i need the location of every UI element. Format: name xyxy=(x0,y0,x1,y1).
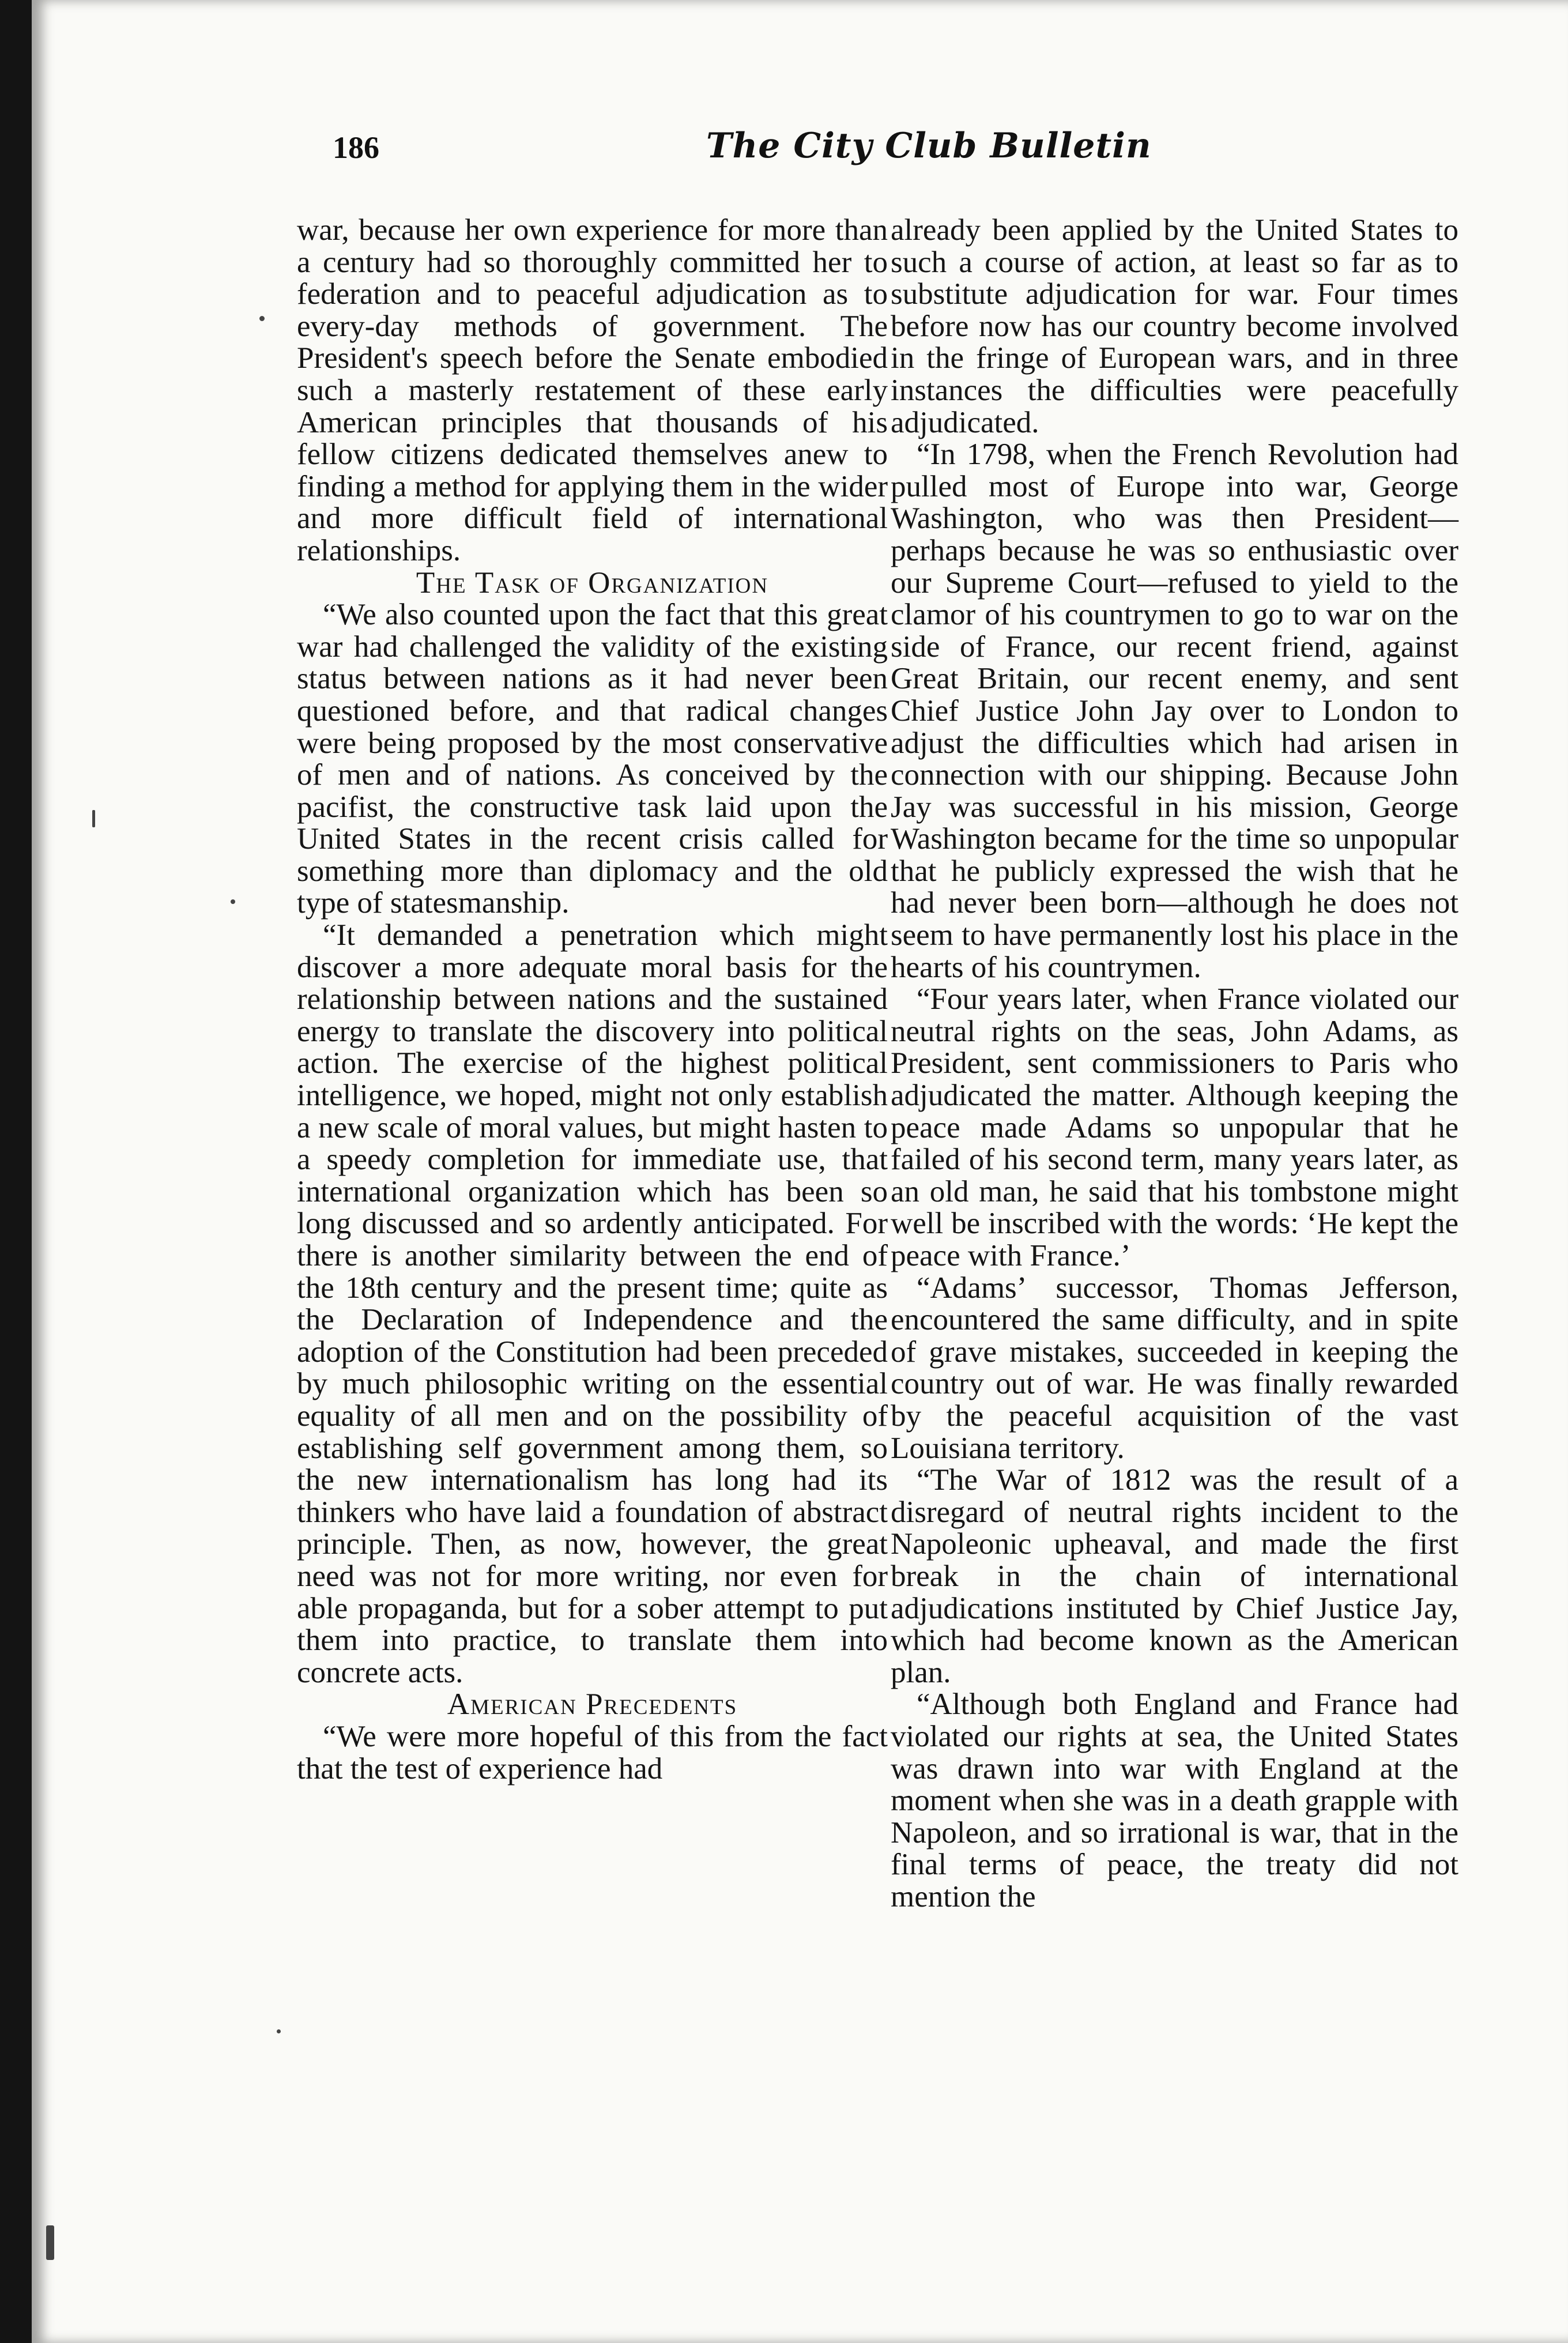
paragraph: “Adams’ successor, Thomas Jefferson, encountered the same difficulty, and in spite of grave mistakes, succeeded in keeping the country out of war. He was finally rewarded by the peaceful acquisition of the vast Louisiana territory. xyxy=(891,1271,1458,1465)
section-heading: American Precedents xyxy=(447,1687,738,1722)
paragraph: “We also counted upon the fact that this great war had challenged the validity of the existing status between nations as it had never been questioned before, and that radical changes were being proposed by the most conservative of men and of nations. As conceived by the pacifist, the constructive task laid upon the United States in the recent crisis called for something more than diplomacy and the old type of statesmanship. xyxy=(297,598,888,920)
paragraph: “The War of 1812 was the result of a disregard of neutral rights incident to the Napoleonic upheaval, and made the first break in the chain of international adjudications instituted by Chief Justice Jay, which had become known as the American plan. xyxy=(891,1463,1458,1689)
left-column xyxy=(297,214,888,1785)
paragraph: “In 1798, when the French Revolution had pulled most of Europe into war, George Washington, who was then President—perhaps because he was so enthusiastic over our Supreme Court—refused to yield to the clamor of his countrymen to go to war on the side of France, our recent friend, against Great Britain, our recent enemy, and sent Chief Justice John Jay over to London to adjust the difficulties which had arisen in connection with our shipping. Because John Jay was successful in his mission, George Washington became for the time so unpopular that he publicly expressed the wish that he had never been born—although he does not seem to have permanently lost his place in the hearts of his countrymen. xyxy=(891,438,1458,984)
paragraph: “We were more hopeful of this from the fact that the test of experience had xyxy=(297,1719,888,1785)
scan-speck xyxy=(92,810,95,827)
page-sheet xyxy=(32,0,1568,2343)
right-column xyxy=(891,214,1458,1913)
paragraph: war, because her own experience for more than a century had so thoroughly committed her to federation and to peaceful adjudication as to every-day methods of government. The President's speech before the Senate embodied such a masterly restatement of these early American principles that thousands of his fellow citizens dedicated themselves anew to finding a method for applying them in the wider and more difficult field of international relationships. xyxy=(297,213,888,567)
scan-speck xyxy=(231,899,235,904)
paragraph: “Although both England and France had violated our rights at sea, the United States was drawn into war with England at the moment when she was in a death grapple with Napoleon, and so irrational is war, that in the final terms of peace, the treaty did not mention the xyxy=(891,1687,1458,1913)
section-heading: The Task of Organization xyxy=(416,566,769,600)
scan-speck xyxy=(46,2225,54,2260)
scan-speck xyxy=(277,2029,281,2033)
paragraph: “Four years later, when France violated our neutral rights on the seas, John Adams, as President, sent commissioners to Paris who adjudicated the matter. Although keeping the peace made Adams so unpopular that he failed of his second term, many years later, as an old man, he said that his tombstone might well be inscribed with the words: ‘He kept the peace with France.’ xyxy=(891,982,1458,1272)
paragraph: already been applied by the United States to such a course of action, at least so far as to substitute adjudication for war. Four times before now has our country become involved in the fringe of European wars, and in three instances the difficulties were peacefully adjudicated. xyxy=(891,213,1458,439)
page-number: 186 xyxy=(333,130,379,165)
paragraph: “It demanded a penetration which might discover a more adequate moral basis for the relationship between nations and the sustained energy to translate the discovery into political action. The exercise of the highest political intelligence, we hoped, might not only establish a new scale of moral values, but might hasten to a speedy completion for immediate use, that international organization which has been so long discussed and so ardently anticipated. For there is another similarity between the end of the 18th century and the present time; quite as the Declaration of Independence and the adoption of the Constitution had been preceded by much philosophic writing on the essential equality of all men and on the possibility of establishing self government among them, so the new internationalism has long had its thinkers who have laid a foundation of abstract principle. Then, as now, however, the great need was not for more writing, nor even for able propaganda, but for a sober attempt to put them into practice, to translate them into concrete acts. xyxy=(297,918,888,1689)
running-head: The City Club Bulletin xyxy=(706,126,1152,166)
scan-speck xyxy=(259,316,265,321)
